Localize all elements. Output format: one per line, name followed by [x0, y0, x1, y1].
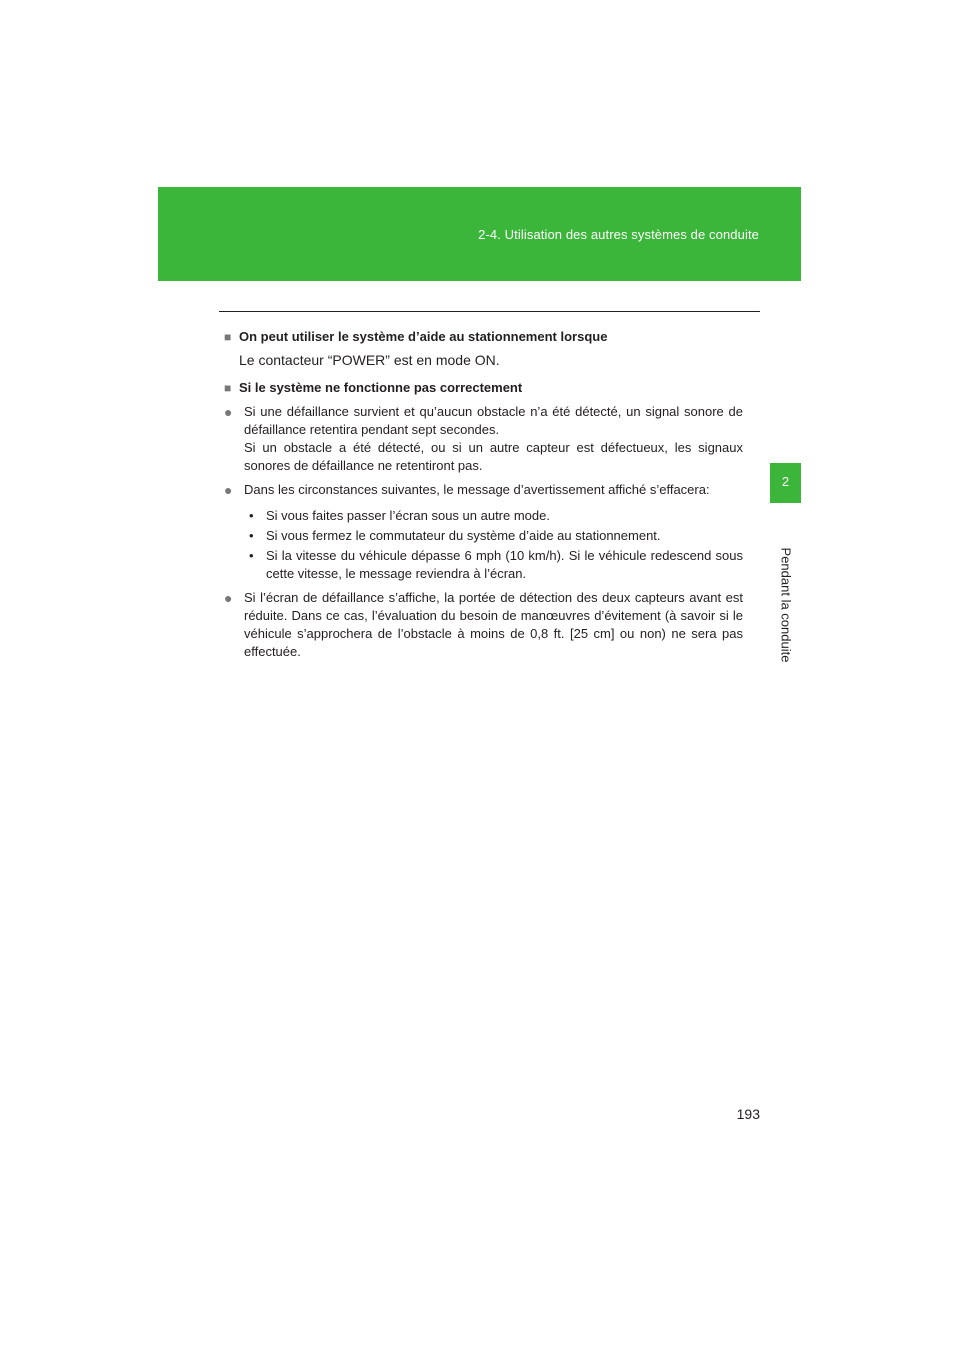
circle-bullet-icon: ● — [224, 590, 233, 606]
section-heading-usage — [224, 328, 743, 346]
sub-list-item — [244, 547, 743, 583]
bullet-item — [224, 589, 743, 661]
section-paragraph: Le contacteur “POWER” est en mode ON. — [239, 352, 500, 368]
sub-list — [244, 507, 743, 583]
top-divider — [219, 311, 760, 312]
circle-bullet-icon: ● — [224, 482, 233, 498]
chapter-label-container — [776, 540, 796, 670]
bullet-text: Dans les circonstances suivantes, le message d’avertissement affiché s’effacera: — [244, 482, 710, 497]
page-content — [224, 328, 743, 661]
dot-bullet-icon: • — [249, 508, 254, 523]
page-number: 193 — [736, 1106, 760, 1122]
section-heading-text: On peut utiliser le système d’aide au stationnement lorsque — [239, 329, 608, 344]
section-title: 2-4. Utilisation des autres systèmes de conduite — [478, 227, 759, 242]
bullet-item — [224, 403, 743, 475]
sub-item-text: Si la vitesse du véhicule dépasse 6 mph (10 km/h). Si le véhicule redescend sous cette vitesse, le message reviendra à l’écran. — [266, 548, 743, 581]
sub-item-text: Si vous fermez le commutateur du système d’aide au stationnement. — [266, 528, 661, 543]
bullet-text: Si une défaillance survient et qu’aucun obstacle n’a été détecté, un signal sonore de défaillance retentira pendant sept secondes. — [244, 404, 743, 437]
dot-bullet-icon: • — [249, 528, 254, 543]
sub-list-item — [244, 527, 743, 545]
sub-list-item — [244, 507, 743, 525]
bullet-text: Si un obstacle a été détecté, ou si un autre capteur est défectueux, les signaux sonores de défaillance ne retentiront pas. — [244, 440, 743, 473]
sub-item-text: Si vous faites passer l’écran sous un autre mode. — [266, 508, 550, 523]
square-bullet-icon: ■ — [224, 330, 232, 344]
dot-bullet-icon: • — [249, 548, 254, 563]
section-heading-text: Si le système ne fonctionne pas correctement — [239, 380, 523, 395]
chapter-number: 2 — [781, 474, 790, 489]
section-header-band — [158, 187, 801, 281]
chapter-label: Pendant la conduite — [778, 547, 794, 663]
bullet-item — [224, 481, 743, 499]
bullet-text: Si l’écran de défaillance s’affiche, la portée de détection des deux capteurs avant est réduite. Dans ce cas, l’évaluation du besoin de manœuvres d’évitement (à savoir si le véhicule s’approchera de l’obstacle à moins de 0,8 ft. [25 cm] ou non) ne sera pas effectuée. — [244, 590, 743, 659]
chapter-tab — [770, 463, 801, 503]
square-bullet-icon: ■ — [224, 381, 232, 395]
section-heading-malfunction — [224, 379, 743, 397]
circle-bullet-icon: ● — [224, 404, 233, 420]
